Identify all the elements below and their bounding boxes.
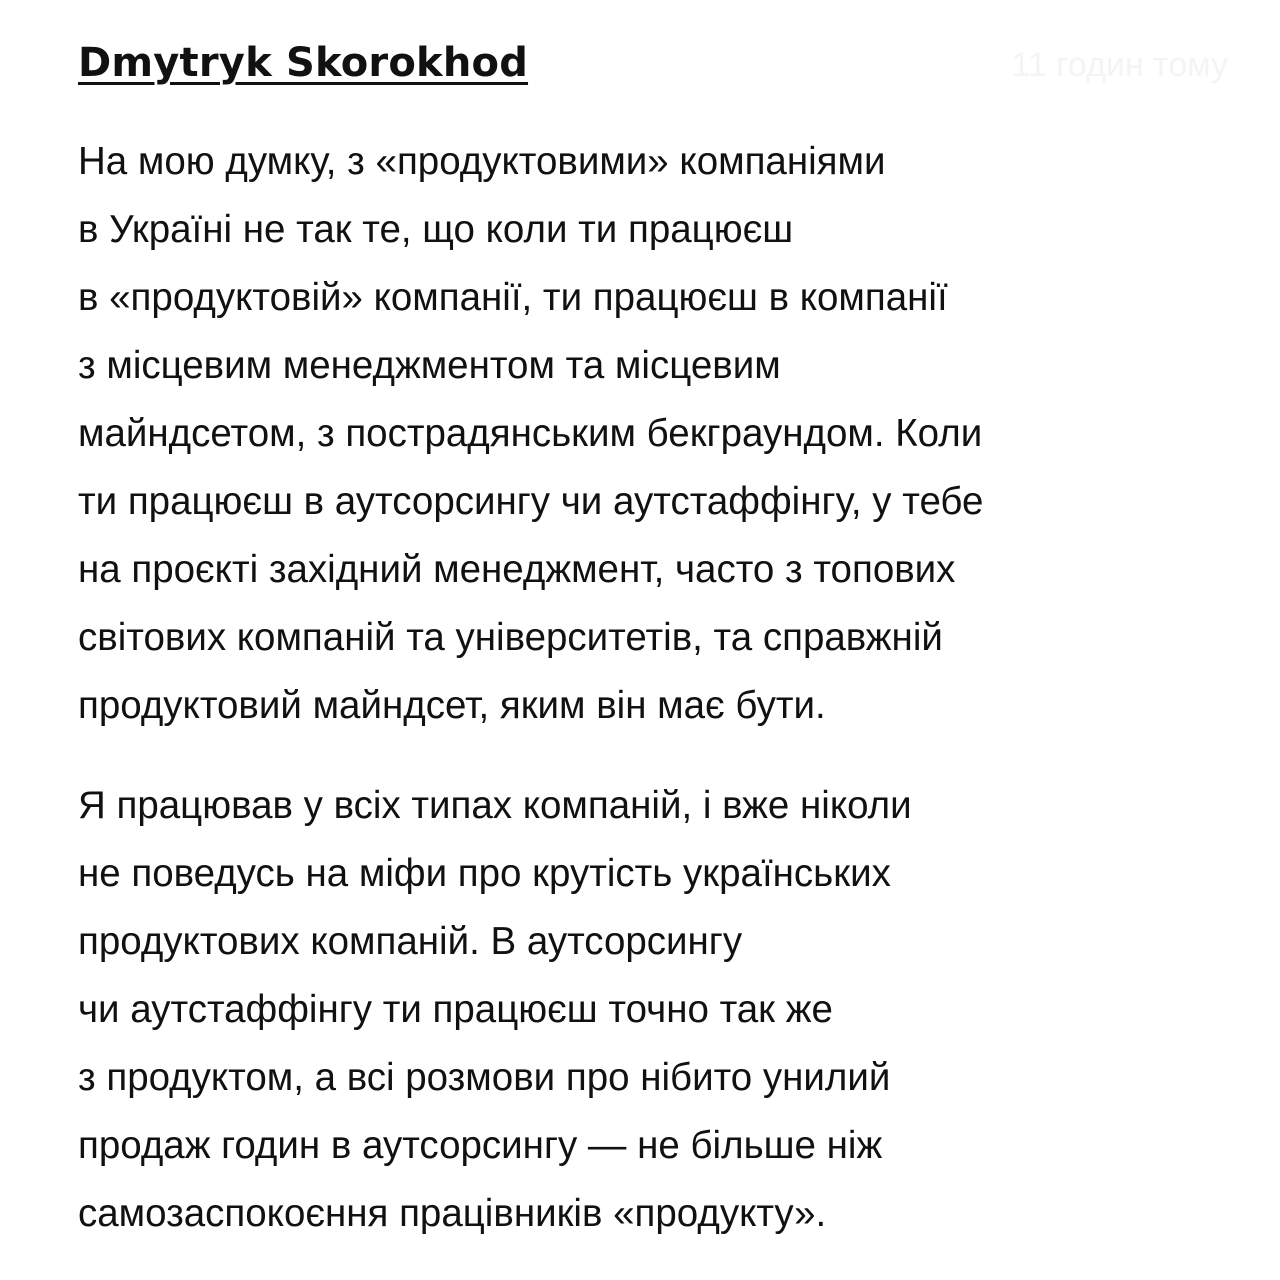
text-line: На мою думку, з «продуктовими» компаніями — [78, 140, 886, 183]
text-line: з продуктом, а всі розмови про нібито унилий — [78, 1056, 891, 1099]
comment-paragraph-2 — [78, 772, 1238, 1248]
text-line: самозаспокоєння працівників «продукту». — [78, 1192, 827, 1235]
text-line: в Україні не так те, що коли ти працюєш — [78, 208, 794, 251]
comment-timestamp: 11 годин тому — [1011, 46, 1228, 84]
text-line: майндсетом, з пострадянським бекграундом. Коли — [78, 412, 983, 455]
text-line: продуктовий майндсет, яким він має бути. — [78, 684, 826, 727]
text-line: з місцевим менеджментом та місцевим — [78, 344, 781, 387]
comment-post — [78, 40, 1238, 1248]
comment-paragraph-1 — [78, 128, 1238, 740]
text-line: чи аутстаффінгу ти працюєш точно так же — [78, 988, 833, 1031]
text-line: продуктових компаній. В аутсорсингу — [78, 920, 743, 963]
text-line: на проєкті західний менеджмент, часто з топових — [78, 548, 956, 591]
text-line: не поведусь на міфи про крутість українських — [78, 852, 891, 895]
text-line: продаж годин в аутсорсингу — не більше ніж — [78, 1124, 883, 1167]
text-line: в «продуктовій» компанії, ти працюєш в компанії — [78, 276, 948, 319]
text-line: ти працюєш в аутсорсингу чи аутстаффінгу, у тебе — [78, 480, 984, 523]
text-line: світових компаній та університетів, та справжній — [78, 616, 943, 659]
comment-header — [78, 40, 1238, 100]
text-line: Я працював у всіх типах компаній, і вже ніколи — [78, 784, 912, 827]
author-name-link[interactable]: Dmytryk Skorokhod — [78, 40, 529, 86]
